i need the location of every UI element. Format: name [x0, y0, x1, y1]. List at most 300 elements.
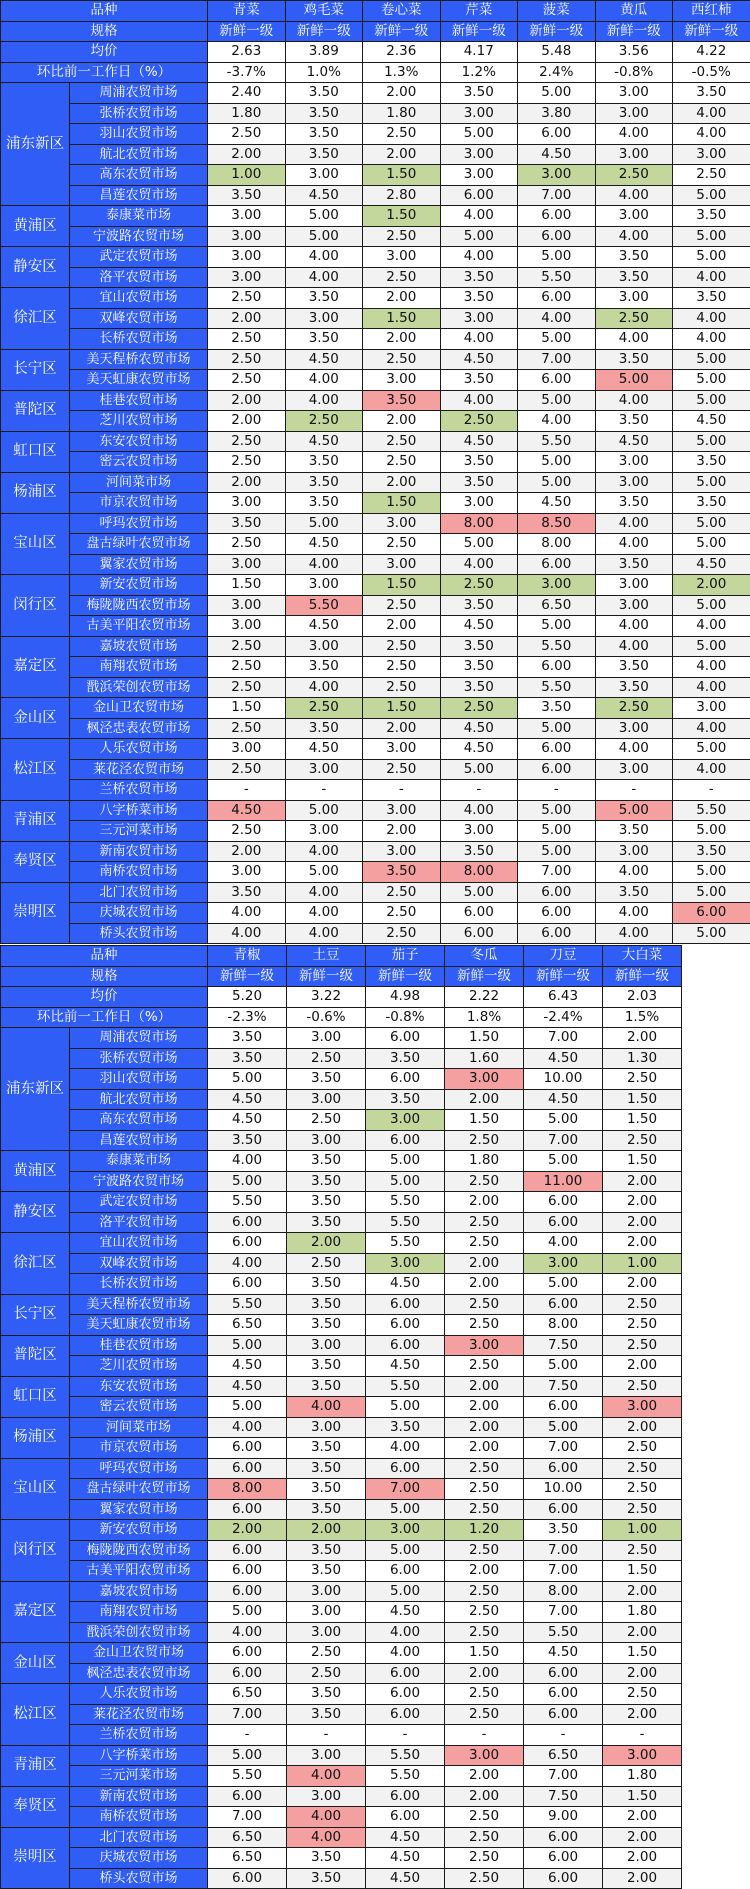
price-cell: 4.00	[595, 390, 673, 411]
district-name: 虹口区	[1, 431, 70, 472]
price-cell: 4.00	[285, 267, 363, 288]
price-cell: 6.00	[440, 185, 518, 206]
price-cell: 3.50	[287, 1684, 366, 1705]
market-row	[1, 739, 750, 760]
market-row	[1, 165, 750, 186]
price-cell: 5.00	[366, 1397, 445, 1418]
market-name: 美天虹康农贸市场	[70, 370, 208, 391]
price-cell: 5.00	[440, 759, 518, 780]
price-cell: 6.00	[208, 1663, 287, 1684]
price-cell: 2.00	[363, 472, 441, 493]
price-table-2	[0, 945, 682, 1889]
market-name: 戬浜荣创农贸市场	[70, 1622, 208, 1643]
market-row	[1, 1786, 682, 1807]
price-cell: 7.00	[518, 349, 596, 370]
price-cell: -	[445, 1725, 524, 1746]
price-cell: 5.50	[366, 1766, 445, 1787]
price-cell: 6.00	[208, 1438, 287, 1459]
price-cell: 2.50	[445, 1540, 524, 1561]
price-cell: 2.00	[363, 616, 441, 637]
market-name: 枫泾忠表农贸市场	[70, 1663, 208, 1684]
price-cell: 2.50	[363, 759, 441, 780]
price-cell: 1.50	[603, 1151, 682, 1172]
price-cell: 2.50	[603, 1438, 682, 1459]
district-name: 静安区	[1, 1192, 70, 1233]
price-cell: 2.50	[208, 677, 286, 698]
market-row	[1, 780, 750, 801]
district-name: 杨浦区	[1, 1417, 70, 1458]
market-name: 密云农贸市场	[70, 1397, 208, 1418]
price-cell: 3.00	[595, 841, 673, 862]
change-row-label: 环比前一工作日（%）	[1, 62, 208, 83]
price-cell: 3.50	[287, 1151, 366, 1172]
price-cell: 6.50	[208, 1827, 287, 1848]
market-name: 桥头农贸市场	[70, 1868, 208, 1889]
market-row	[1, 882, 750, 903]
market-row	[1, 329, 750, 350]
district-name: 崇明区	[1, 882, 70, 944]
price-cell: 2.00	[603, 1868, 682, 1889]
price-cell: 4.00	[285, 554, 363, 575]
price-cell: 3.00	[595, 718, 673, 739]
price-cell: 7.00	[524, 1130, 603, 1151]
price-cell: 6.00	[208, 1212, 287, 1233]
price-cell: 5.50	[285, 595, 363, 616]
price-cell: 6.00	[524, 1499, 603, 1520]
price-cell: 6.00	[524, 1868, 603, 1889]
price-cell: 6.00	[366, 1786, 445, 1807]
price-cell: 10.00	[524, 1069, 603, 1090]
market-name: 翼家农贸市场	[70, 554, 208, 575]
price-cell: 2.00	[445, 1089, 524, 1110]
spec-row	[1, 21, 750, 42]
market-row	[1, 1274, 682, 1295]
price-cell: 2.50	[287, 1253, 366, 1274]
market-name: 美天程桥农贸市场	[70, 349, 208, 370]
price-cell: 4.50	[208, 1110, 287, 1131]
price-cell: 3.50	[366, 1089, 445, 1110]
price-cell: 7.00	[524, 1540, 603, 1561]
market-name: 宁波路农贸市场	[70, 226, 208, 247]
price-cell: 7.50	[524, 1376, 603, 1397]
price-cell: 5.50	[208, 1294, 287, 1315]
price-cell: 2.00	[673, 575, 750, 596]
price-cell: 2.50	[208, 821, 286, 842]
price-cell: 3.00	[595, 575, 673, 596]
spec-cell: 新鲜一级	[440, 21, 518, 42]
market-name: 兰桥农贸市场	[70, 1725, 208, 1746]
price-cell: 4.00	[524, 1233, 603, 1254]
change-percent: -0.8%	[366, 1007, 445, 1028]
price-cell: 3.00	[445, 1745, 524, 1766]
price-cell: 4.00	[673, 308, 750, 329]
price-cell: 5.00	[366, 1171, 445, 1192]
market-name: 昌莲农贸市场	[70, 185, 208, 206]
price-cell: 7.00	[524, 1602, 603, 1623]
price-cell: 3.50	[208, 1028, 287, 1049]
price-cell: 2.50	[363, 267, 441, 288]
change-percent: -0.8%	[595, 62, 673, 83]
price-cell: 3.00	[208, 267, 286, 288]
price-cell: 4.00	[673, 718, 750, 739]
price-cell: 8.00	[524, 1581, 603, 1602]
price-cell: 5.50	[524, 1622, 603, 1643]
price-cell: 3.50	[285, 718, 363, 739]
price-cell: 5.00	[524, 1110, 603, 1131]
market-row	[1, 1069, 682, 1090]
price-cell: 5.50	[518, 267, 596, 288]
price-cell: 6.00	[524, 1663, 603, 1684]
price-cell: 4.00	[208, 923, 286, 944]
price-cell: 3.50	[285, 83, 363, 104]
price-cell: 4.00	[673, 657, 750, 678]
price-cell: 5.00	[673, 636, 750, 657]
district-name: 黄浦区	[1, 1151, 70, 1192]
price-cell: 2.50	[445, 1479, 524, 1500]
price-cell: 6.50	[518, 595, 596, 616]
market-row	[1, 616, 750, 637]
price-cell: 3.50	[287, 1294, 366, 1315]
market-row	[1, 862, 750, 883]
district-name: 普陀区	[1, 1335, 70, 1376]
market-name: 美天程桥农贸市场	[70, 1294, 208, 1315]
price-cell: 6.00	[673, 903, 750, 924]
price-cell: 4.00	[595, 513, 673, 534]
price-cell: 3.00	[208, 247, 286, 268]
market-name: 宁波路农贸市场	[70, 1171, 208, 1192]
price-cell: 6.50	[208, 1684, 287, 1705]
change-percent: -2.4%	[524, 1007, 603, 1028]
price-cell: 6.00	[208, 1561, 287, 1582]
price-cell: 4.00	[440, 329, 518, 350]
price-cell: 6.00	[524, 1397, 603, 1418]
price-cell: 5.00	[285, 226, 363, 247]
market-row	[1, 349, 750, 370]
price-cell: 2.50	[603, 1335, 682, 1356]
market-name: 东安农贸市场	[70, 1376, 208, 1397]
price-cell: 3.00	[595, 206, 673, 227]
price-cell: 3.50	[440, 288, 518, 309]
market-name: 三元河菜市场	[70, 1766, 208, 1787]
market-name: 庆城农贸市场	[70, 903, 208, 924]
price-cell: 6.00	[366, 1335, 445, 1356]
price-cell: 4.00	[440, 390, 518, 411]
price-cell: 2.50	[603, 1684, 682, 1705]
spec-cell: 新鲜一级	[363, 21, 441, 42]
market-name: 嘉坡农贸市场	[70, 636, 208, 657]
price-cell: 2.00	[287, 1520, 366, 1541]
price-cell: 3.50	[595, 657, 673, 678]
district-name: 宝山区	[1, 1458, 70, 1520]
price-cell: 3.50	[440, 267, 518, 288]
market-name: 金山卫农贸市场	[70, 698, 208, 719]
price-cell: 6.00	[524, 1827, 603, 1848]
price-cell: 5.50	[518, 677, 596, 698]
price-cell: 1.80	[603, 1602, 682, 1623]
price-cell: 6.00	[524, 1458, 603, 1479]
district-name: 徐汇区	[1, 288, 70, 350]
price-cell: 6.00	[208, 1786, 287, 1807]
price-cell: 4.00	[440, 247, 518, 268]
price-cell: 3.00	[595, 83, 673, 104]
price-cell: 4.00	[673, 677, 750, 698]
price-cell: 1.50	[363, 575, 441, 596]
price-cell: 2.00	[445, 1274, 524, 1295]
spec-row-label: 规格	[1, 21, 208, 42]
price-cell: 1.50	[363, 493, 441, 514]
price-cell: 2.50	[363, 226, 441, 247]
change-percent: 1.5%	[603, 1007, 682, 1028]
price-cell: 2.50	[445, 1294, 524, 1315]
price-cell: 2.50	[208, 370, 286, 391]
price-cell: 4.00	[285, 882, 363, 903]
average-price: 4.22	[673, 42, 750, 63]
price-cell: 11.00	[524, 1171, 603, 1192]
product-name: 黄瓜	[595, 1, 673, 22]
market-row	[1, 1643, 682, 1664]
price-cell: 1.50	[363, 698, 441, 719]
price-cell: 1.50	[603, 1561, 682, 1582]
price-cell: 3.00	[208, 595, 286, 616]
price-cell: 5.00	[673, 882, 750, 903]
market-name: 翼家农贸市场	[70, 1499, 208, 1520]
price-cell: 2.50	[603, 1540, 682, 1561]
price-cell: 3.50	[287, 1315, 366, 1336]
change-percent: 1.3%	[363, 62, 441, 83]
market-row	[1, 718, 750, 739]
price-cell: 3.00	[673, 698, 750, 719]
market-row	[1, 923, 750, 944]
price-cell: 5.50	[518, 636, 596, 657]
change-row	[1, 62, 750, 83]
price-cell: 3.50	[287, 1868, 366, 1889]
price-cell: 6.00	[208, 1643, 287, 1664]
price-cell: 8.50	[518, 513, 596, 534]
price-cell: 1.80	[208, 103, 286, 124]
price-cell: 4.50	[366, 1356, 445, 1377]
price-cell: 3.50	[285, 329, 363, 350]
market-name: 长桥农贸市场	[70, 1274, 208, 1295]
price-cell: 3.00	[595, 595, 673, 616]
market-name: 金山卫农贸市场	[70, 1643, 208, 1664]
price-cell: -	[363, 780, 441, 801]
market-name: 人乐农贸市场	[70, 739, 208, 760]
price-cell: 4.00	[208, 1622, 287, 1643]
price-cell: 4.00	[595, 534, 673, 555]
price-cell: 5.00	[518, 329, 596, 350]
price-cell: 5.00	[524, 1417, 603, 1438]
market-name: 市京农贸市场	[70, 493, 208, 514]
market-row	[1, 1048, 682, 1069]
district-name: 嘉定区	[1, 636, 70, 698]
price-cell: 4.00	[595, 185, 673, 206]
price-cell: 5.00	[518, 472, 596, 493]
price-cell: 2.50	[208, 452, 286, 473]
price-cell: 3.00	[445, 1335, 524, 1356]
price-cell: -	[285, 780, 363, 801]
price-cell: 3.50	[208, 1048, 287, 1069]
price-cell: 3.50	[673, 83, 750, 104]
price-cell: 2.00	[603, 1274, 682, 1295]
price-cell: 3.00	[595, 103, 673, 124]
price-cell: 4.00	[287, 1397, 366, 1418]
price-cell: 3.50	[285, 103, 363, 124]
market-name: 昌莲农贸市场	[70, 1130, 208, 1151]
product-header-row	[1, 946, 682, 967]
price-cell: 3.50	[363, 862, 441, 883]
price-cell: 1.20	[445, 1520, 524, 1541]
price-cell: 7.00	[524, 1438, 603, 1459]
price-cell: 2.00	[603, 1233, 682, 1254]
price-cell: 3.50	[287, 1192, 366, 1213]
price-cell: 5.00	[366, 1151, 445, 1172]
market-name: 南翔农贸市场	[70, 657, 208, 678]
product-name: 茄子	[366, 946, 445, 967]
market-row	[1, 267, 750, 288]
market-name: 武定农贸市场	[70, 247, 208, 268]
district-name: 金山区	[1, 698, 70, 739]
district-name: 青浦区	[1, 800, 70, 841]
price-cell: 5.00	[518, 247, 596, 268]
price-cell: 2.50	[363, 124, 441, 145]
average-price: 3.22	[287, 987, 366, 1008]
price-cell: 3.00	[363, 841, 441, 862]
price-cell: 2.50	[440, 698, 518, 719]
price-cell: 5.00	[366, 1540, 445, 1561]
price-cell: 3.00	[440, 493, 518, 514]
price-cell: 3.50	[366, 1417, 445, 1438]
market-name: 新安农贸市场	[70, 1520, 208, 1541]
price-cell: 5.50	[208, 1192, 287, 1213]
price-cell: 4.50	[208, 1356, 287, 1377]
price-cell: 2.00	[208, 144, 286, 165]
price-cell: 4.00	[440, 800, 518, 821]
price-cell: 5.00	[518, 718, 596, 739]
price-cell: 3.00	[603, 1397, 682, 1418]
price-cell: 2.50	[445, 1622, 524, 1643]
market-row	[1, 903, 750, 924]
price-cell: 3.50	[208, 882, 286, 903]
market-row	[1, 1684, 682, 1705]
price-cell: 4.50	[366, 1827, 445, 1848]
price-cell: 5.00	[366, 1581, 445, 1602]
market-name: 洛平农贸市场	[70, 267, 208, 288]
price-cell: 3.00	[208, 862, 286, 883]
price-cell: 2.50	[445, 1581, 524, 1602]
price-cell: 6.00	[366, 1028, 445, 1049]
price-cell: 2.50	[208, 124, 286, 145]
price-cell: 2.50	[363, 903, 441, 924]
price-cell: 2.50	[363, 882, 441, 903]
price-cell: 2.50	[208, 534, 286, 555]
price-cell: 2.00	[363, 83, 441, 104]
price-cell: 4.00	[673, 124, 750, 145]
price-cell: 3.00	[287, 1130, 366, 1151]
change-percent: 2.4%	[518, 62, 596, 83]
price-cell: 4.00	[595, 329, 673, 350]
market-name: 周浦农贸市场	[70, 1028, 208, 1049]
price-cell: 2.50	[603, 1479, 682, 1500]
price-cell: 2.00	[603, 1807, 682, 1828]
price-cell: 3.50	[595, 677, 673, 698]
price-cell: 4.50	[285, 534, 363, 555]
market-row	[1, 1561, 682, 1582]
price-cell: 2.50	[445, 1704, 524, 1725]
spec-cell: 新鲜一级	[603, 966, 682, 987]
change-percent: -0.6%	[287, 1007, 366, 1028]
price-cell: 1.50	[445, 1028, 524, 1049]
spec-row-label: 规格	[1, 966, 208, 987]
price-cell: 3.50	[673, 493, 750, 514]
price-cell: 5.00	[673, 739, 750, 760]
price-cell: 2.50	[208, 349, 286, 370]
spec-cell: 新鲜一级	[287, 966, 366, 987]
price-cell: 1.50	[603, 1643, 682, 1664]
price-cell: 3.00	[287, 1335, 366, 1356]
market-row	[1, 677, 750, 698]
market-row	[1, 1868, 682, 1889]
price-cell: 6.00	[366, 1807, 445, 1828]
price-cell: 4.00	[285, 903, 363, 924]
market-row	[1, 1540, 682, 1561]
price-cell: 1.50	[363, 308, 441, 329]
price-cell: 1.00	[603, 1253, 682, 1274]
price-cell: 3.50	[285, 493, 363, 514]
price-cell: 2.50	[445, 1315, 524, 1336]
price-cell: 2.00	[445, 1376, 524, 1397]
market-name: 古美平阳农贸市场	[70, 616, 208, 637]
price-cell: 7.00	[208, 1807, 287, 1828]
product-name: 青菜	[208, 1, 286, 22]
price-cell: 6.00	[208, 1274, 287, 1295]
price-cell: 4.00	[287, 1807, 366, 1828]
price-cell: 5.50	[366, 1192, 445, 1213]
price-cell: 2.00	[363, 288, 441, 309]
price-cell: 4.50	[440, 349, 518, 370]
price-cell: 5.00	[208, 1602, 287, 1623]
price-cell: 4.00	[673, 616, 750, 637]
price-cell: 1.80	[445, 1151, 524, 1172]
price-cell: 3.50	[285, 124, 363, 145]
price-cell: 3.50	[595, 411, 673, 432]
price-cell: 3.50	[440, 452, 518, 473]
market-name: 高东农贸市场	[70, 1110, 208, 1131]
price-cell: 3.50	[287, 1479, 366, 1500]
price-cell: 4.00	[673, 329, 750, 350]
price-cell: 5.00	[673, 472, 750, 493]
market-name: 嘉坡农贸市场	[70, 1581, 208, 1602]
price-cell: 3.00	[285, 308, 363, 329]
price-cell: 2.00	[445, 1253, 524, 1274]
market-row	[1, 431, 750, 452]
market-name: 航北农贸市场	[70, 144, 208, 165]
price-cell: -	[595, 780, 673, 801]
average-row-label: 均价	[1, 42, 208, 63]
price-cell: 3.00	[440, 144, 518, 165]
price-cell: 4.50	[440, 616, 518, 637]
price-cell: 4.50	[366, 1848, 445, 1869]
district-name: 长宁区	[1, 1294, 70, 1335]
price-cell: 4.50	[440, 718, 518, 739]
spec-cell: 新鲜一级	[208, 21, 286, 42]
price-cell: 6.00	[518, 370, 596, 391]
price-cell: 6.00	[518, 206, 596, 227]
price-cell: 2.00	[445, 1663, 524, 1684]
product-name: 菠菜	[518, 1, 596, 22]
market-row	[1, 575, 750, 596]
price-cell: 2.50	[445, 1602, 524, 1623]
district-name: 浦东新区	[1, 1028, 70, 1151]
